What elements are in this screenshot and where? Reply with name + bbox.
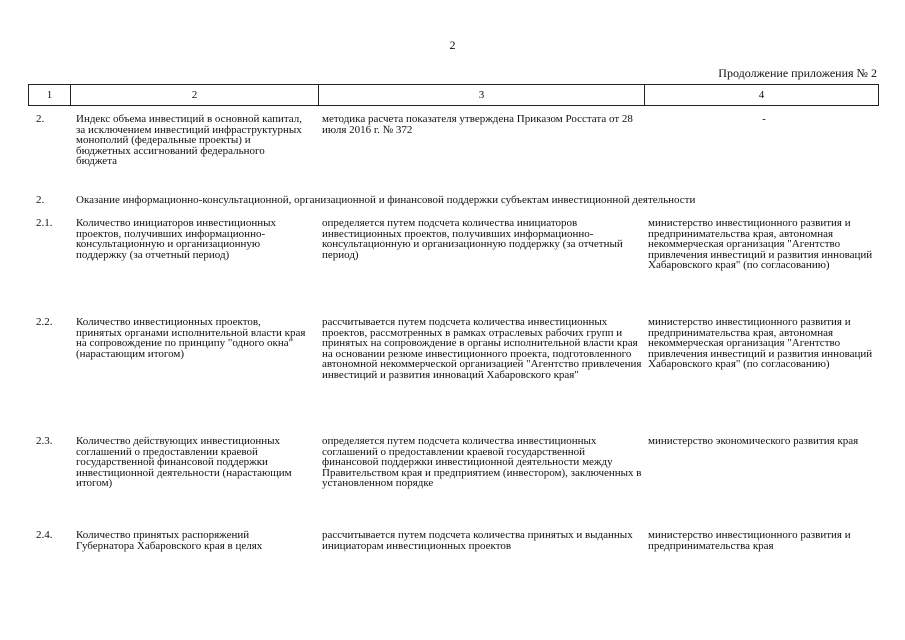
responsible-text: министерство инвестиционного развития и предпринимательства края, автономная некоммерческая организация "Агентство привлечения инвестиций и развития инноваций Хабаровского края" (по согласованию) (648, 316, 873, 370)
method-text: методика расчета показателя утверждена Приказом Росстата от 28 июля 2016 г. № 372 (322, 113, 633, 136)
column-header-2: 2 (71, 85, 319, 106)
column-header-3: 3 (319, 85, 645, 106)
method-text: рассчитывается путем подсчета количества принятых и выданных инициаторам инвестиционных проектов (322, 529, 633, 552)
section-title: Оказание информационно-консультационной, организационной и финансовой поддержки субъектам инвестиционной деятельности (76, 194, 696, 206)
responsible-text: министерство инвестиционного развития и предпринимательства края (648, 529, 851, 552)
indicator-text: Количество действующих инвестиционных соглашений о предоставлении краевой государственной финансовой поддержки инвестиционной деятельности (нарастающим итогом) (76, 435, 292, 489)
row-number: 2.4. (36, 529, 53, 541)
indicator-text: Количество принятых распоряжений Губернатора Хабаровского края в целях (76, 529, 263, 552)
indicator-text: Количество инициаторов инвестиционных проектов, получивших информационно-консультационную и организационную поддержку (за отчетный период) (76, 217, 276, 261)
row-number: 2. (36, 113, 45, 125)
responsible-text: министерство экономического развития края (648, 435, 859, 447)
column-header-row (29, 85, 879, 106)
column-header-1: 1 (29, 85, 71, 106)
column-header-4: 4 (645, 85, 879, 106)
method-text: определяется путем подсчета количества инициаторов инвестиционных проектов, получивших информационно-консультационную и организационную поддержку (за отчетный период) (322, 217, 623, 261)
indicator-text: Количество инвестиционных проектов, принятых органами исполнительной власти края на сопровождение по принципу "одного окна" (нарастающим итогом) (76, 316, 306, 360)
row-number: 2.2. (36, 316, 53, 328)
responsible-text: министерство инвестиционного развития и предпринимательства края, автономная некоммерческая организация "Агентство привлечения инвестиций и развития инноваций Хабаровского края" (по согласованию) (648, 217, 873, 271)
indicator-text: Индекс объема инвестиций в основной капитал, за исключением инвестиций инфраструктурных монополий (федеральные проекты) и бюджетных ассигнований федерального бюджета (76, 113, 303, 167)
method-text: рассчитывается путем подсчета количества инвестиционных проектов, рассмотренных в рамках отраслевых рабочих групп и принятых на сопровождение в органы исполнительной власти края на основании резюме инвестиционного проекта, подготовленного автономной некоммерческой организацией "Агентство привлечения инвестиций и развития инноваций Хабаровского края" (322, 316, 642, 381)
row-number: 2.1. (36, 217, 53, 229)
section-number: 2. (36, 194, 45, 206)
row-number: 2.3. (36, 435, 53, 447)
page-number: 2 (449, 38, 456, 52)
responsible-text: - (762, 113, 766, 125)
column-header-table (28, 84, 879, 106)
continuation-label: Продолжение приложения № 2 (718, 66, 877, 80)
method-text: определяется путем подсчета количества инвестиционных соглашений о предоставлении краевой государственной финансовой поддержки инвестиционной деятельности между Правительством края и предприятием (инвестором), заключенных в установленном порядке (322, 435, 642, 489)
